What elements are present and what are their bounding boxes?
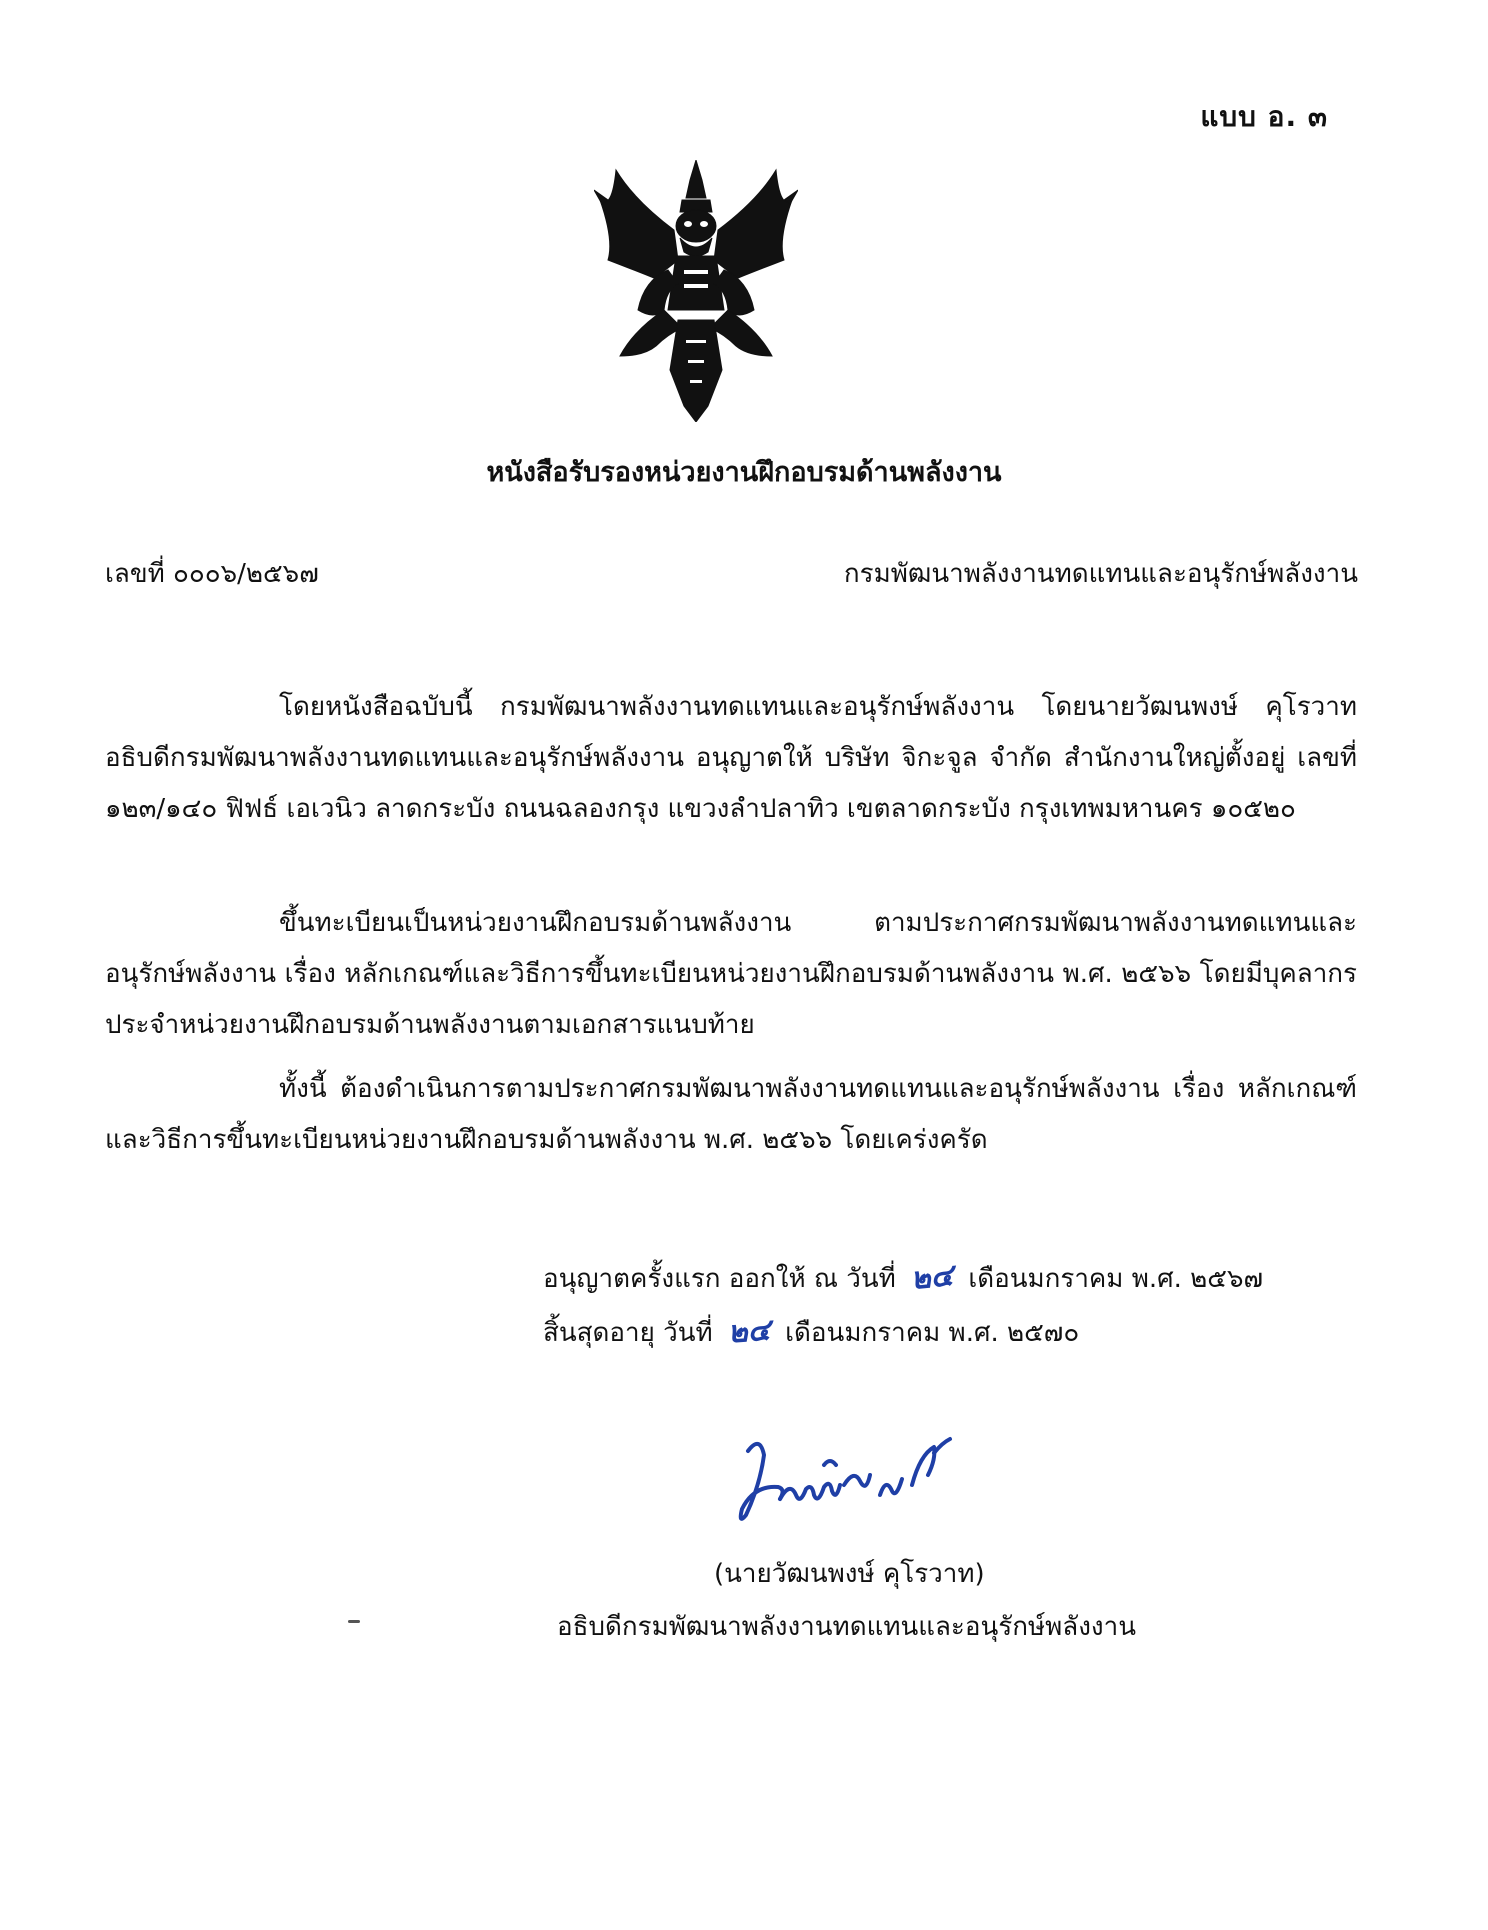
issue-day-handwritten: ๒๔ [909, 1257, 955, 1298]
issue-date-prefix: อนุญาตครั้งแรก ออกให้ ณ วันที่ [543, 1264, 896, 1294]
document-title: หนังสือรับรองหน่วยงานฝึกอบรมด้านพลังงาน [486, 457, 1002, 488]
signatory-name: (นายวัฒนพงษ์ คุโรวาท) [714, 1559, 985, 1589]
body-paragraph-authorization: โดยหนังสือฉบับนี้ กรมพัฒนาพลังงานทดแทนและอนุรักษ์พลังงาน โดยนายวัฒนพงษ์ คุโรวาท อธิบดีกรมพัฒนาพลังงานทดแทนและอนุรักษ์พลังงาน อนุญาตให้ บริษัท จิกะจูล จำกัด สำนักงานใหญ่ตั้งอยู่ เลขที่ ๑๒๓/๑๔๐ ฟิฟธ์ เอเวนิว ลาดกระบัง ถนนฉลองกรุง แขวงลำปลาทิว เขตลาดกระบัง กรุงเทพมหานคร ๑๐๕๒๐ [105, 692, 1357, 824]
signatory-position: อธิบดีกรมพัฒนาพลังงานทดแทนและอนุรักษ์พลังงาน [557, 1612, 1136, 1642]
expiry-date-suffix: เดือนมกราคม พ.ศ. ๒๕๗๐ [785, 1318, 1080, 1348]
garuda-emblem-icon [594, 160, 798, 422]
handwritten-signature-icon [720, 1425, 960, 1535]
issue-date-line [543, 1254, 1263, 1301]
expiry-date-line [543, 1308, 1079, 1355]
expiry-date-prefix: สิ้นสุดอายุ วันที่ [543, 1318, 713, 1348]
body-paragraph-conditions: ทั้งนี้ ต้องดำเนินการตามประกาศกรมพัฒนาพลังงานทดแทนและอนุรักษ์พลังงาน เรื่อง หลักเกณฑ์และวิธีการขึ้นทะเบียนหน่วยงานฝึกอบรมด้านพลังงาน พ.ศ. ๒๕๖๖ โดยเคร่งครัด [105, 1074, 1357, 1155]
form-code: แบบ อ. ๓ [1200, 100, 1328, 133]
body-paragraph-registration: ขึ้นทะเบียนเป็นหน่วยงานฝึกอบรมด้านพลังงาน ตามประกาศกรมพัฒนาพลังงานทดแทนและ อนุรักษ์พลังงาน เรื่อง หลักเกณฑ์และวิธีการขึ้นทะเบียนหน่วยงานฝึกอบรมด้านพลังงาน พ.ศ. ๒๕๖๖ โดยมีบุคลากรประจำหน่วยงานฝึกอบรมด้านพลังงานตามเอกสารแนบท้าย [105, 908, 1357, 1040]
issue-date-suffix: เดือนมกราคม พ.ศ. ๒๕๖๗ [968, 1264, 1264, 1294]
expiry-day-handwritten: ๒๔ [726, 1312, 772, 1351]
scan-speck [348, 1620, 360, 1623]
document-number: เลขที่ ๐๐๐๖/๒๕๖๗ [105, 559, 319, 589]
issuing-agency: กรมพัฒนาพลังงานทดแทนและอนุรักษ์พลังงาน [843, 559, 1358, 589]
